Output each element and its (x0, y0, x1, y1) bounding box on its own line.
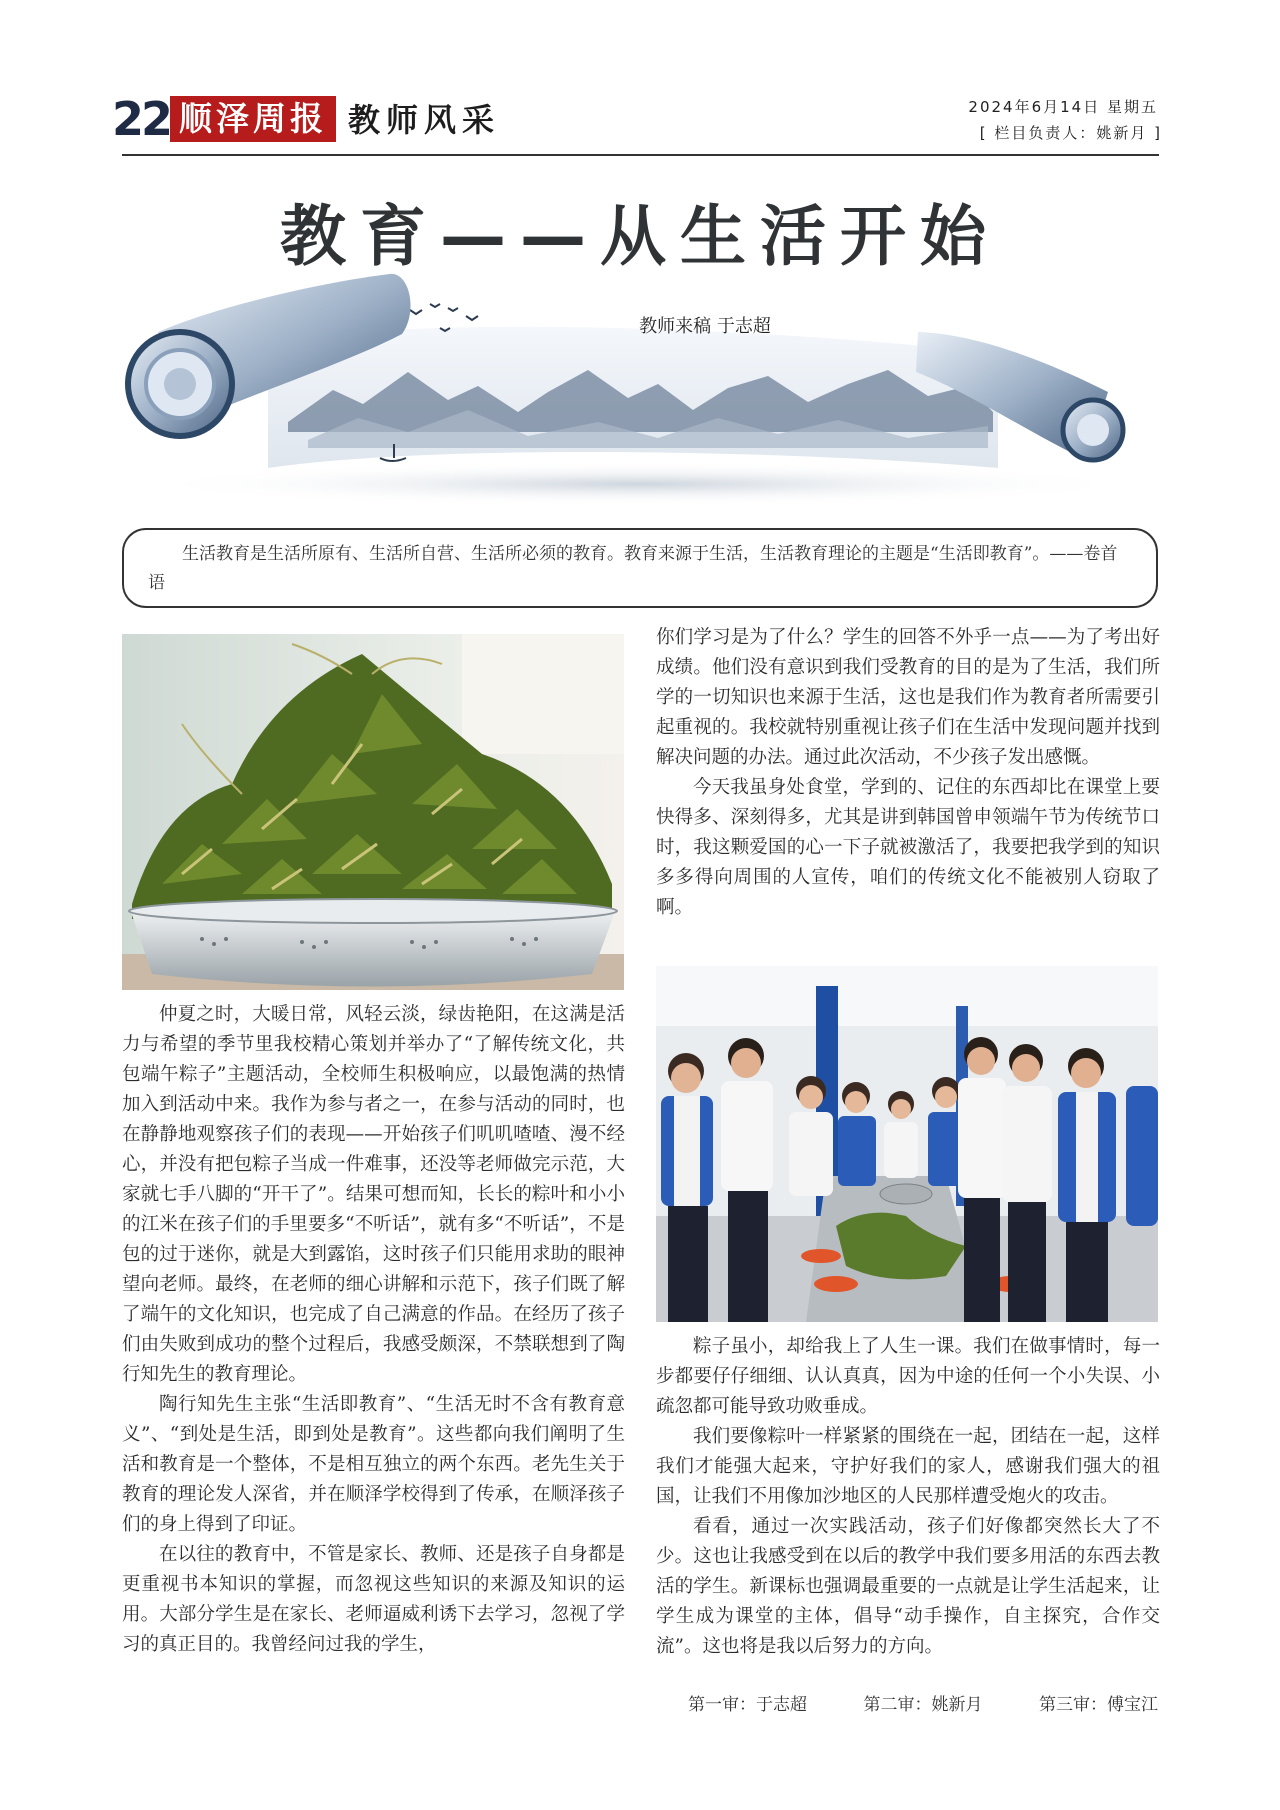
paragraph: 你们学习是为了什么？学生的回答不外乎一点——为了考出好成绩。他们没有意识到我们受教育的目的是为了生活，我们所学的一切知识也来源于生活，这也是我们作为教育者所需要引起重视的。我校就特别重视让孩子们在生活中发现问题并找到解决问题的办法。通过此次活动，不少孩子发出感慨。 (656, 627, 1160, 768)
paragraph: 粽子虽小，却给我上了人生一课。我们在做事情时，每一步都要仔仔细细、认认真真，因为中途的任何一个小失误、小疏忽都可能导致功败垂成。 (656, 1336, 1160, 1417)
scroll-painting-illustration (118, 272, 1162, 512)
epigraph-box (122, 528, 1158, 608)
epigraph-text: 生活教育是生活所原有、生活所自营、生活所必须的教育。教育来源于生活，生活教育理论的主题是“生活即教育”。——卷首语 (148, 544, 1118, 593)
reviewer-line (688, 1690, 1158, 1715)
column-editor: [ 栏目负责人：姚新月 ] (979, 124, 1162, 142)
article-byline: 教师来稿 于志超 (639, 316, 771, 337)
paragraph: 我们要像粽叶一样紧紧的围绕在一起，团结在一起，这样我们才能强大起来，守护好我们的家人，感谢我们强大的祖国，让我们不用像加沙地区的人民那样遭受炮火的攻击。 (656, 1426, 1160, 1507)
students-photo (656, 966, 1158, 1322)
second-reviewer: 第二审：姚新月 (863, 1695, 983, 1715)
article-column-right-top (656, 623, 1160, 923)
paragraph: 仲夏之时，大暖日常，风轻云淡，绿齿艳阳，在这满是活力与希望的季节里我校精心策划并举办了“了解传统文化，共包端午粽子”主题活动，全校师生积极响应，以最饱满的热情加入到活动中来。我作为参与者之一，在参与活动的同时，也在静静地观察孩子们的表现——开始孩子们叽叽喳喳、漫不经心，并没有把包粽子当成一件难事，还没等老师做完示范，大家就七手八脚的“开干了”。结果可想而知，长长的粽叶和小小的江米在孩子们的手里要多“不听话”，就有多“不听话”，不是包的过于迷你，就是大到露馅，这时孩子们只能用求助的眼神望向老师。最终，在老师的细心讲解和示范下，孩子们既了解了端午的文化知识，也完成了自己满意的作品。在经历了孩子们由失败到成功的整个过程后，我感受颇深，不禁联想到了陶行知先生的教育理论。 (122, 1004, 625, 1385)
article-title: 教育——从生活开始 (280, 198, 1000, 275)
first-reviewer: 第一审：于志超 (688, 1695, 807, 1715)
paragraph: 今天我虽身处食堂，学到的、记住的东西却比在课堂上要快得多、深刻得多，尤其是讲到韩国曾申领端午节为传统节口时，我这颗爱国的心一下子就被激活了，我要把我学到的知识多多得向周围的人宣传，咱们的传统文化不能被别人窃取了啊。 (656, 777, 1160, 918)
issue-date: 2024年6月14日 星期五 (968, 98, 1158, 116)
paragraph: 陶行知先生主张“生活即教育”、“生活无时不含有教育意义”、“到处是生活，即到处是教育”。这些都向我们阐明了生活和教育是一个整体，不是相互独立的两个东西。老先生关于教育的理论发人深省，并在顺泽学校得到了传承，在顺泽孩子们的身上得到了印证。 (122, 1394, 625, 1535)
article-column-left (122, 1000, 625, 1660)
header-divider (122, 154, 1159, 156)
zongzi-photo (122, 634, 624, 990)
page-number: 22 (112, 92, 171, 146)
article-column-right-bottom (656, 1332, 1160, 1662)
column-name: 教师风采 (348, 101, 501, 139)
paragraph: 在以往的教育中，不管是家长、教师、还是孩子自身都是更重视书本知识的掌握，而忽视这些知识的来源及知识的运用。大部分学生是在家长、老师逼威利诱下去学习，忽视了学习的真正目的。我曾经问过我的学生， (122, 1544, 625, 1655)
third-reviewer: 第三审：傅宝江 (1039, 1695, 1158, 1715)
newspaper-masthead: 顺泽周报 (170, 96, 336, 142)
paragraph: 看看，通过一次实践活动，孩子们好像都突然长大了不少。这也让我感受到在以后的教学中我们要多用活的东西去教活的学生。新课标也强调最重要的一点就是让学生活起来，让学生成为课堂的主体，倡导“动手操作，自主探究，合作交流”。这也将是我以后努力的方向。 (656, 1516, 1160, 1657)
